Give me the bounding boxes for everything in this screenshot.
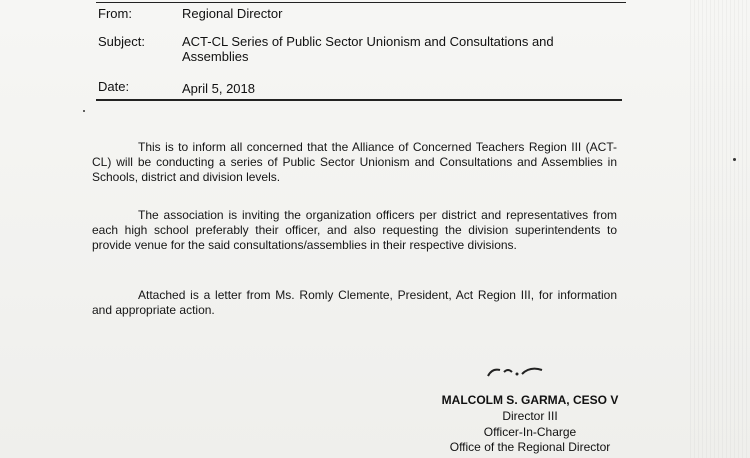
date-value: April 5, 2018 [182, 81, 255, 96]
subject-line-2: Assemblies [182, 49, 249, 64]
handwritten-signature [486, 360, 546, 384]
scan-edge-texture [690, 0, 750, 458]
signatory-title-3: Office of the Regional Director [449, 440, 611, 454]
date-label: Date: [98, 79, 130, 94]
signatory-name: MALCOLM S. GARMA, CESO V [441, 393, 619, 407]
signatory-title-1: Director III [502, 409, 558, 423]
body-paragraph-1: This is to inform all concerned that the Alliance of Concerned Teachers Region III (ACT-CL) will be conducting a series of Public Sector Unionism and Consultations and Assemblies in Schools, district and division levels. [92, 140, 617, 184]
body-paragraph-2: The association is inviting the organization officers per district and representatives from each high school preferably their officer, and also requesting the division superintendents to provide venue for the said consultations/assemblies in their respective divisions. [92, 208, 617, 252]
subject-label: Subject: [98, 34, 145, 49]
from-label: From: [98, 6, 132, 21]
scan-speck [733, 158, 736, 161]
from-value: Regional Director [182, 6, 283, 21]
subject-line-1: ACT-CL Series of Public Sector Unionism and Consultations and [182, 34, 554, 49]
signatory-title-2: Officer-In-Charge [483, 425, 577, 439]
scan-speck [83, 110, 85, 112]
body-paragraph-3: Attached is a letter from Ms. Romly Clemente, President, Act Region III, for information and appropriate action. [92, 288, 617, 317]
header-divider [96, 99, 622, 101]
top-rule [96, 2, 626, 3]
